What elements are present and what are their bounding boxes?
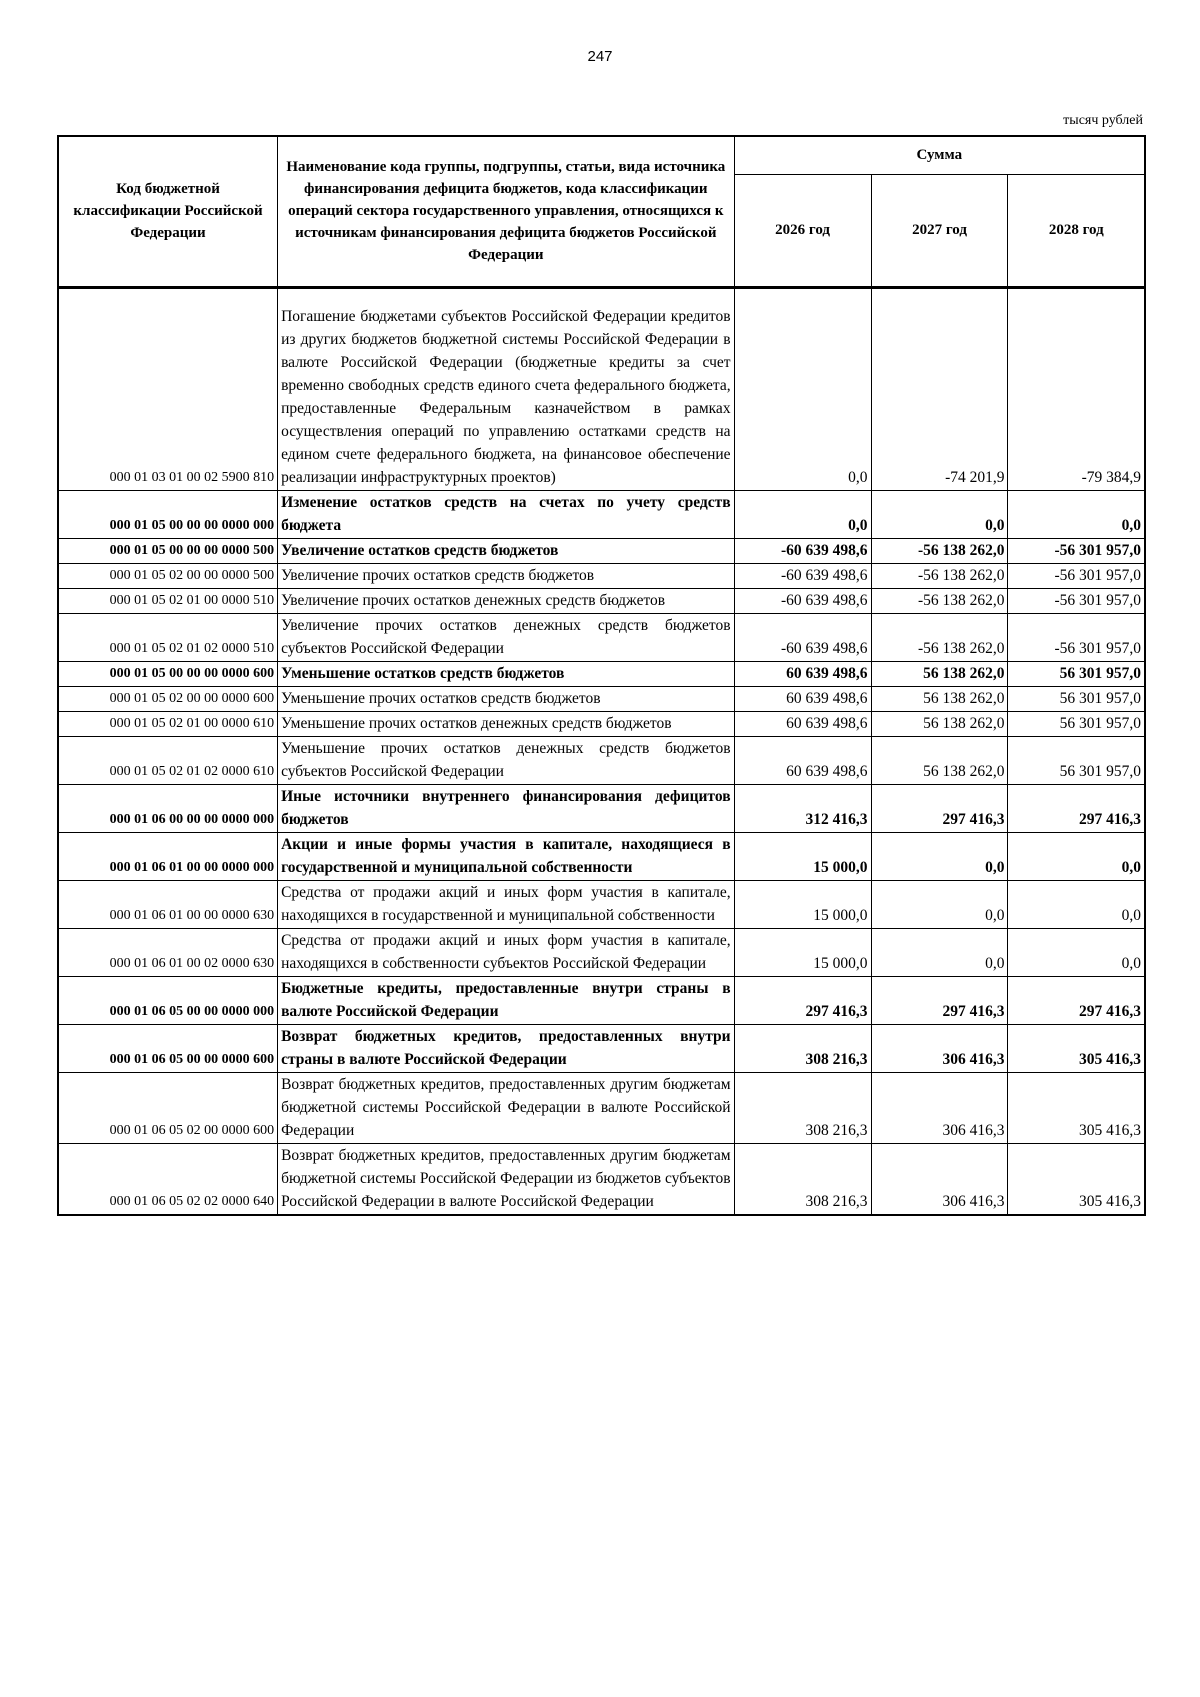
row-code: 000 01 06 05 02 00 0000 600	[58, 1072, 278, 1143]
row-name: Увеличение прочих остатков денежных средств бюджетов	[278, 588, 735, 613]
row-name: Бюджетные кредиты, предоставленные внутри страны в валюте Российской Федерации	[278, 976, 735, 1024]
row-value-2028: 56 301 957,0	[1008, 686, 1145, 711]
row-name: Изменение остатков средств на счетах по учету средств бюджета	[278, 490, 735, 538]
spacer-cell	[1008, 287, 1145, 305]
row-value-2026: 308 216,3	[734, 1143, 871, 1215]
row-value-2027: 0,0	[871, 832, 1008, 880]
row-code: 000 01 05 02 01 02 0000 610	[58, 736, 278, 784]
row-value-2026: 15 000,0	[734, 928, 871, 976]
row-value-2026: -60 639 498,6	[734, 588, 871, 613]
row-code: 000 01 06 05 00 00 0000 000	[58, 976, 278, 1024]
row-value-2027: 0,0	[871, 880, 1008, 928]
table-row	[58, 736, 1145, 784]
row-name: Уменьшение прочих остатков денежных средств бюджетов субъектов Российской Федерации	[278, 736, 735, 784]
row-value-2028: -79 384,9	[1008, 305, 1145, 491]
row-name: Уменьшение прочих остатков средств бюджетов	[278, 686, 735, 711]
row-code: 000 01 03 01 00 02 5900 810	[58, 305, 278, 491]
row-code: 000 01 06 05 00 00 0000 600	[58, 1024, 278, 1072]
row-value-2026: -60 639 498,6	[734, 563, 871, 588]
row-value-2027: -56 138 262,0	[871, 538, 1008, 563]
table-row	[58, 711, 1145, 736]
table-row	[58, 661, 1145, 686]
row-value-2026: -60 639 498,6	[734, 613, 871, 661]
row-value-2028: 0,0	[1008, 832, 1145, 880]
row-value-2027: -56 138 262,0	[871, 563, 1008, 588]
row-value-2028: -56 301 957,0	[1008, 538, 1145, 563]
row-value-2027: 56 138 262,0	[871, 711, 1008, 736]
row-name: Иные источники внутреннего финансирования дефицитов бюджетов	[278, 784, 735, 832]
row-value-2028: 0,0	[1008, 880, 1145, 928]
table-row	[58, 686, 1145, 711]
header-code: Код бюджетной классификации Российской Федерации	[58, 136, 278, 287]
row-value-2026: 15 000,0	[734, 880, 871, 928]
row-code: 000 01 06 01 00 02 0000 630	[58, 928, 278, 976]
row-value-2028: 0,0	[1008, 490, 1145, 538]
row-value-2028: -56 301 957,0	[1008, 588, 1145, 613]
row-name: Уменьшение прочих остатков денежных средств бюджетов	[278, 711, 735, 736]
row-name: Погашение бюджетами субъектов Российской Федерации кредитов из других бюджетов бюджетной системы Российской Федерации в валюте Российской Федерации (бюджетные кредиты за счет временно свободных средств единого счета федерального бюджета, предоставленные Федеральным казначейством в рамках осуществления операций по управлению остатками средств на едином счете федерального бюджета, на финансовое обеспечение реализации инфраструктурных проектов)	[278, 305, 735, 491]
row-name: Увеличение прочих остатков денежных средств бюджетов субъектов Российской Федерации	[278, 613, 735, 661]
row-value-2027: 297 416,3	[871, 784, 1008, 832]
table-row	[58, 613, 1145, 661]
row-code: 000 01 05 02 01 00 0000 510	[58, 588, 278, 613]
row-value-2027: -56 138 262,0	[871, 613, 1008, 661]
table-row	[58, 490, 1145, 538]
row-value-2028: 305 416,3	[1008, 1024, 1145, 1072]
row-name: Акции и иные формы участия в капитале, находящиеся в государственной и муниципальной собственности	[278, 832, 735, 880]
row-value-2028: 56 301 957,0	[1008, 711, 1145, 736]
table-row	[58, 832, 1145, 880]
row-value-2028: 305 416,3	[1008, 1072, 1145, 1143]
row-name: Возврат бюджетных кредитов, предоставленных внутри страны в валюте Российской Федерации	[278, 1024, 735, 1072]
row-code: 000 01 06 00 00 00 0000 000	[58, 784, 278, 832]
spacer-cell	[871, 287, 1008, 305]
row-value-2027: -56 138 262,0	[871, 588, 1008, 613]
table-row	[58, 784, 1145, 832]
row-value-2027: 56 138 262,0	[871, 736, 1008, 784]
row-code: 000 01 06 01 00 00 0000 630	[58, 880, 278, 928]
spacer-cell	[278, 287, 735, 305]
row-value-2027: 56 138 262,0	[871, 686, 1008, 711]
row-code: 000 01 05 00 00 00 0000 600	[58, 661, 278, 686]
row-value-2028: 56 301 957,0	[1008, 661, 1145, 686]
row-code: 000 01 05 02 01 02 0000 510	[58, 613, 278, 661]
header-year-2026: 2026 год	[734, 174, 871, 287]
units-label: тысяч рублей	[1063, 113, 1143, 128]
row-name: Увеличение прочих остатков средств бюджетов	[278, 563, 735, 588]
table-row	[58, 1143, 1145, 1215]
row-code: 000 01 05 02 00 00 0000 500	[58, 563, 278, 588]
row-code: 000 01 05 00 00 00 0000 000	[58, 490, 278, 538]
row-name: Уменьшение остатков средств бюджетов	[278, 661, 735, 686]
spacer-cell	[734, 287, 871, 305]
row-value-2027: 306 416,3	[871, 1024, 1008, 1072]
row-value-2026: 308 216,3	[734, 1072, 871, 1143]
table-row	[58, 976, 1145, 1024]
row-value-2028: 0,0	[1008, 928, 1145, 976]
row-value-2027: 297 416,3	[871, 976, 1008, 1024]
row-value-2027: 0,0	[871, 490, 1008, 538]
row-value-2026: 60 639 498,6	[734, 711, 871, 736]
row-name: Средства от продажи акций и иных форм участия в капитале, находящихся в собственности субъектов Российской Федерации	[278, 928, 735, 976]
row-value-2028: 56 301 957,0	[1008, 736, 1145, 784]
header-name: Наименование кода группы, подгруппы, статьи, вида источника финансирования дефицита бюджетов, кода классификации операций сектора государственного управления, относящихся к источникам финансирования дефицита бюджетов Российской Федерации	[278, 136, 735, 287]
spacer-cell	[58, 287, 278, 305]
row-value-2026: 297 416,3	[734, 976, 871, 1024]
table-row	[58, 1024, 1145, 1072]
row-value-2026: 60 639 498,6	[734, 686, 871, 711]
row-name: Увеличение остатков средств бюджетов	[278, 538, 735, 563]
header-sum: Сумма	[734, 136, 1145, 174]
table-row	[58, 563, 1145, 588]
table-row	[58, 588, 1145, 613]
table-row	[58, 1072, 1145, 1143]
row-value-2026: 308 216,3	[734, 1024, 871, 1072]
row-name: Возврат бюджетных кредитов, предоставленных другим бюджетам бюджетной системы Российской Федерации из бюджетов субъектов Российской Федерации в валюте Российской Федерации	[278, 1143, 735, 1215]
row-value-2026: 60 639 498,6	[734, 736, 871, 784]
row-code: 000 01 05 02 00 00 0000 600	[58, 686, 278, 711]
budget-sources-table	[57, 135, 1146, 1216]
row-code: 000 01 05 00 00 00 0000 500	[58, 538, 278, 563]
table-body	[58, 287, 1145, 1215]
row-value-2027: 0,0	[871, 928, 1008, 976]
table-header	[58, 136, 1145, 287]
row-value-2027: 56 138 262,0	[871, 661, 1008, 686]
table-row	[58, 305, 1145, 491]
row-value-2028: 305 416,3	[1008, 1143, 1145, 1215]
row-value-2026: 0,0	[734, 490, 871, 538]
header-year-2027: 2027 год	[871, 174, 1008, 287]
row-code: 000 01 06 05 02 02 0000 640	[58, 1143, 278, 1215]
table-row	[58, 538, 1145, 563]
row-value-2026: 0,0	[734, 305, 871, 491]
table-row	[58, 928, 1145, 976]
row-value-2027: -74 201,9	[871, 305, 1008, 491]
row-value-2027: 306 416,3	[871, 1143, 1008, 1215]
row-value-2026: -60 639 498,6	[734, 538, 871, 563]
row-value-2026: 60 639 498,6	[734, 661, 871, 686]
row-value-2028: -56 301 957,0	[1008, 563, 1145, 588]
row-name: Средства от продажи акций и иных форм участия в капитале, находящихся в государственной и муниципальной собственности	[278, 880, 735, 928]
page-number: 247	[587, 48, 613, 65]
row-value-2026: 312 416,3	[734, 784, 871, 832]
row-value-2026: 15 000,0	[734, 832, 871, 880]
row-value-2028: -56 301 957,0	[1008, 613, 1145, 661]
table-row	[58, 880, 1145, 928]
header-year-2028: 2028 год	[1008, 174, 1145, 287]
row-value-2028: 297 416,3	[1008, 976, 1145, 1024]
row-code: 000 01 06 01 00 00 0000 000	[58, 832, 278, 880]
row-code: 000 01 05 02 01 00 0000 610	[58, 711, 278, 736]
row-value-2028: 297 416,3	[1008, 784, 1145, 832]
spacer-row	[58, 287, 1145, 305]
row-name: Возврат бюджетных кредитов, предоставленных другим бюджетам бюджетной системы Российской Федерации в валюте Российской Федерации	[278, 1072, 735, 1143]
row-value-2027: 306 416,3	[871, 1072, 1008, 1143]
